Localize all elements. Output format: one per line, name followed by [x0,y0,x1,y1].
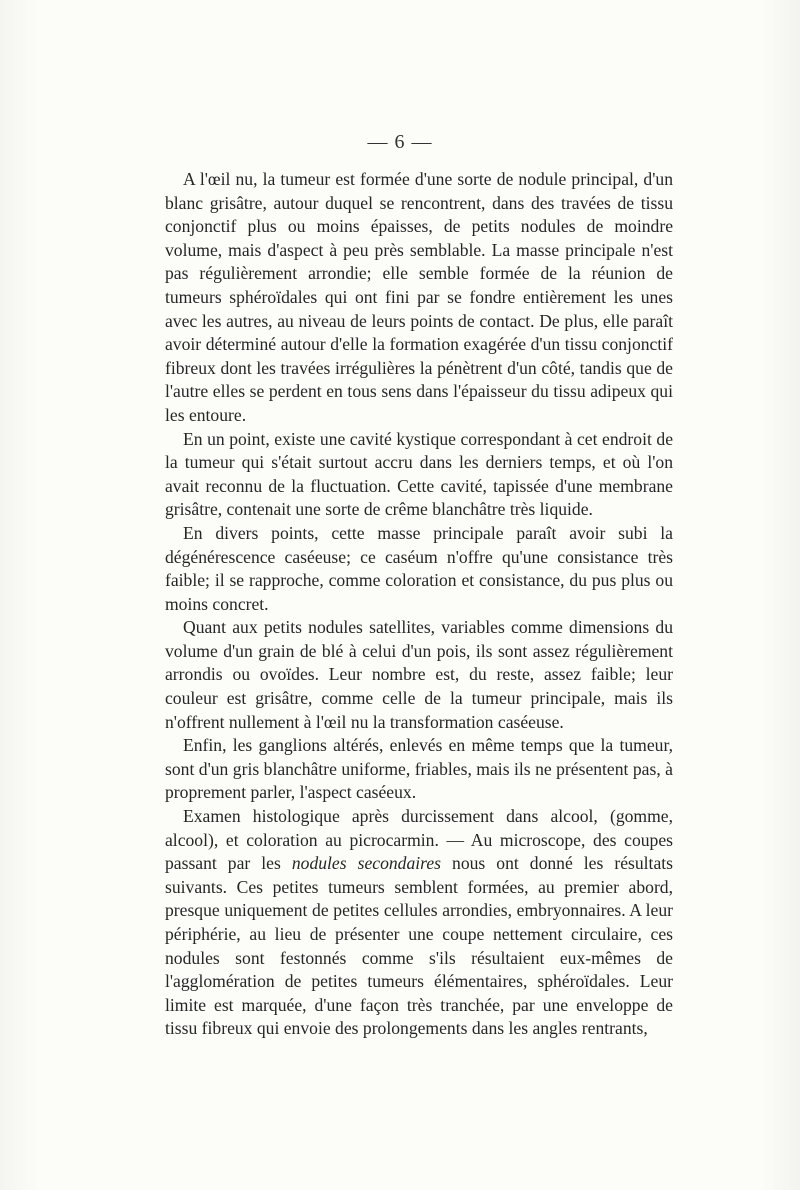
paragraph-satellite-nodules: Quant aux petits nodules satellites, variables comme dimensions du volume d'un grain de blé à celui d'un pois, ils sont assez régulièrement arrondis ou ovoïdes. Leur nombre est, du reste, assez faible; leur couleur est grisâtre, comme celle de la tumeur principale, mais ils n'offrent nullement à l'œil nu la transformation caséeuse. [165,617,673,732]
paragraph-gross-appearance: A l'œil nu, la tumeur est formée d'une sorte de nodule principal, d'un blanc grisâtre, autour duquel se rencontrent, dans des travées de tissu conjonctif plus ou moins épaisses, de petits nodules de moindre volume, mais d'aspect à peu près semblable. La masse principale n'est pas régulièrement arrondie; elle semble formée de la réunion de tumeurs sphéroïdales qui ont fini par se fondre entièrement les unes avec les autres, au niveau de leurs points de contact. De plus, elle paraît avoir déterminé autour d'elle la formation exagérée d'un tissu conjonctif fibreux dont les travées irrégulières la pénètrent d'un côté, tandis que de l'autre elles se perdent en tous sens dans l'épaisseur du tissu adipeux qui les entoure. [165,169,673,425]
histology-italic-term: nodules secondaires [291,853,441,874]
body-text [165,168,673,1041]
page-number: — 6 — [367,131,433,153]
histology-text-after: nous ont donné les résultats suivants. Ces petites tumeurs semblent formées, au premier abord, presque uniquement de petites cellules arrondies, embryonnaires. A leur périphérie, au lieu de présenter une coupe nettement circulaire, ces nodules sont festonnés comme s'ils résultaient eux-mêmes de l'agglomération de petites tumeurs élémentaires, sphéroïdales. Leur limite est marquée, d'une façon très tranchée, par une enveloppe de tissu fibreux qui envoie des prolongements dans les angles rentrants, [165,853,673,1039]
paragraph-cystic-cavity: En un point, existe une cavité kystique correspondant à cet endroit de la tumeur qui s'était surtout accru dans les derniers temps, et où l'on avait reconnu de la fluctuation. Cette cavité, tapissée d'une membrane grisâtre, contenait une sorte de crême blanchâtre très liquide. [165,428,673,520]
histology-text-before: Examen histologique après durcissement dans alcool, (gomme, alcool), et coloration au picrocarmin. — Au microscope, des coupes passant par les [165,806,673,874]
paragraph-histology [165,805,673,1041]
paragraph-caseous-degeneration: En divers points, cette masse principale paraît avoir subi la dégénérescence caséeuse; ce caséum n'offre qu'une consistance très faible; il se rapproche, comme coloration et consistance, du pus plus ou moins concret. [165,522,673,614]
paragraph-ganglions: Enfin, les ganglions altérés, enlevés en même temps que la tumeur, sont d'un gris blanchâtre uniforme, friables, mais ils ne présentent pas, à proprement parler, l'aspect caséeux. [165,735,673,803]
